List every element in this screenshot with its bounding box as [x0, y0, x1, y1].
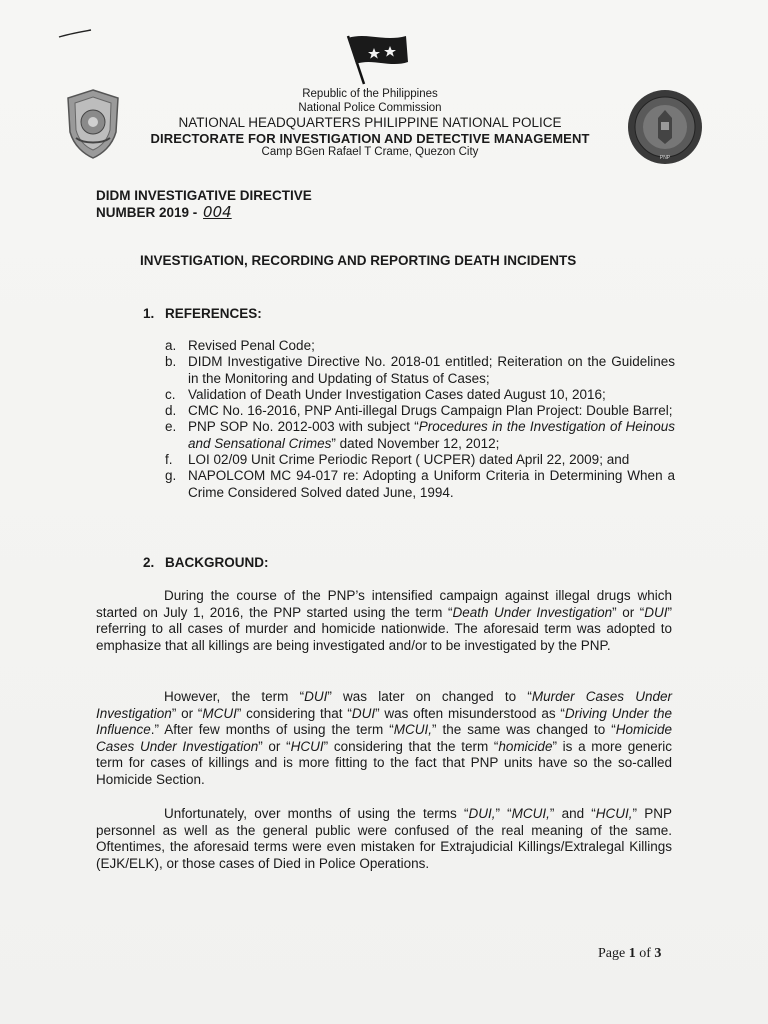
list-item-letter: f.: [165, 452, 173, 468]
paragraph-italic-text: Murder Cases Under Investigation: [96, 689, 672, 721]
list-item: [165, 354, 675, 387]
paragraph-italic-text: MCUI: [202, 705, 237, 721]
paragraph-italic-text: HCUI,: [595, 806, 633, 821]
list-item: [165, 468, 675, 501]
list-item-text: NAPOLCOM MC 94-017 re: Adopting a Uniform Criteria in Determining When a Crime Considered Solved dated June, 1994.: [188, 468, 675, 500]
paragraph-text: During the course of the PNP’s intensified campaign against illegal drugs which started on July 1, 2016, the PNP started using the term “: [96, 588, 672, 620]
list-item-text-italic: Procedures in the Investigation of Heinous and Sensational Crimes: [188, 419, 676, 451]
list-item-text: DIDM Investigative Directive No. 2018-01 entitled; Reiteration on the Guidelines in the Monitoring and Updating of Status of Cases;: [188, 354, 675, 386]
list-item: [165, 387, 675, 403]
list-item: [165, 452, 675, 468]
references-number: 1.: [143, 306, 155, 321]
references-title: REFERENCES:: [165, 306, 262, 321]
page-of: of: [639, 946, 651, 961]
paragraph-text: ” the same was changed to “: [432, 722, 616, 738]
paragraph-italic-text: Death Under Investigation: [452, 604, 613, 620]
list-item-letter: g.: [165, 468, 177, 484]
paragraph-italic-text: DUI: [351, 705, 376, 721]
subject-heading: INVESTIGATION, RECORDING AND REPORTING DEATH INCIDENTS: [140, 253, 577, 268]
two-star-flag-icon: [340, 32, 412, 86]
paragraph: [96, 806, 672, 872]
references-heading: [143, 306, 262, 321]
paragraph-text: However, the term “: [164, 689, 305, 704]
list-item-letter: c.: [165, 386, 176, 402]
paragraph-text: ” “: [495, 806, 512, 821]
list-item-text: LOI 02/09 Unit Crime Periodic Report ( UCPER) dated April 22, 2009; and: [188, 452, 630, 468]
paragraph-text: ” or “: [171, 705, 203, 721]
paragraph-italic-text: Homicide Cases Under Investigation: [96, 722, 673, 754]
directive-heading: [96, 188, 312, 222]
letterhead-napolcom: National Police Commission: [298, 101, 442, 114]
paragraph: [96, 588, 672, 654]
letterhead-republic: Republic of the Philippines: [302, 88, 438, 100]
page-number: [598, 946, 661, 962]
paragraph-italic-text: homicide: [498, 738, 553, 754]
list-item-text: Revised Penal Code;: [188, 338, 315, 353]
background-number: 2.: [143, 555, 155, 570]
letterhead: [120, 88, 620, 160]
svg-text:PNP: PNP: [659, 155, 671, 161]
list-item-letter: a.: [165, 338, 177, 353]
directive-number: [96, 204, 312, 222]
directive-number-prefix: NUMBER 2019 -: [96, 204, 202, 220]
paragraph-italic-text: Driving Under the Influence: [96, 705, 673, 738]
paragraph-text: ” or “: [258, 738, 291, 754]
paragraph-italic-text: DUI: [304, 689, 328, 704]
paragraph-text: ” or “: [612, 604, 645, 620]
paragraph-italic-text: DUI,: [468, 806, 496, 821]
background-title: BACKGROUND:: [165, 555, 269, 570]
page-label: Page: [598, 946, 626, 961]
list-item-letter: d.: [165, 403, 177, 419]
paragraph-text: ” considering that “: [236, 705, 352, 721]
paragraph-italic-text: MCUI,: [393, 722, 432, 738]
letterhead-address: Camp BGen Rafael T Crame, Quezon City: [261, 146, 479, 159]
list-item-letter: e.: [165, 419, 177, 435]
references-list: [165, 338, 675, 501]
paragraph-text: ” and “: [549, 806, 596, 821]
directive-title: DIDM INVESTIGATIVE DIRECTIVE: [96, 188, 312, 203]
page-total: 3: [654, 946, 662, 961]
paragraph-text: .” After few months of using the term “: [150, 722, 394, 738]
list-item-text: [188, 419, 675, 452]
pnp-seal-icon: [64, 88, 122, 160]
list-item-letter: b.: [165, 354, 177, 370]
paragraph-italic-text: HCUI: [290, 738, 324, 754]
letterhead-nhq: NATIONAL HEADQUARTERS PHILIPPINE NATIONAL POLICE: [178, 115, 562, 131]
paragraph-italic-text: DUI: [644, 604, 668, 620]
paragraph-italic-text: MCUI,: [511, 806, 550, 821]
handwritten-number: 004: [203, 202, 232, 221]
list-item-text: Validation of Death Under Investigation Cases dated August 10, 2016;: [188, 386, 606, 402]
list-item: [165, 419, 675, 452]
background-heading: [143, 555, 269, 570]
list-item-text: CMC No. 16-2016, PNP Anti-illegal Drugs Campaign Plan Project: Double Barrel;: [188, 403, 673, 419]
list-item: [165, 403, 675, 419]
letterhead-directorate: DIRECTORATE FOR INVESTIGATION AND DETECTIVE MANAGEMENT: [150, 131, 590, 147]
paragraph: [96, 689, 672, 789]
paragraph-text: ” is a more generic term for cases of killings and is more fitting to the fact that PNP units have so the so-called Homicide Section.: [96, 738, 673, 787]
paragraph-text: ” was later on changed to “: [327, 689, 532, 704]
page-current: 1: [628, 946, 636, 961]
paragraph-text: ” PNP personnel as well as the general public were confused of the real meaning of the same. Oftentimes, the aforesaid terms were even mistaken for Extrajudicial Killings/Extralegal Killings (EJK/ELK), or those cases of Died in Police Operations.: [96, 806, 672, 871]
list-item-text-pre: PNP SOP No. 2012-003 with subject “: [188, 419, 419, 435]
list-item-text-post: ” dated November 12, 2012;: [331, 435, 500, 451]
didm-seal-icon: [626, 88, 704, 166]
paragraph-text: ” referring to all cases of murder and homicide nationwide. The aforesaid term was adopted to emphasize that all killings are being investigated and/or to be investigated by the PNP.: [96, 604, 673, 653]
pen-mark-icon: [58, 28, 92, 40]
paragraph-text: ” was often misunderstood as “: [375, 705, 565, 721]
paragraph-text: Unfortunately, over months of using the terms “: [164, 806, 469, 821]
list-item: [165, 338, 675, 354]
paragraph-text: ” considering that the term “: [323, 738, 499, 754]
